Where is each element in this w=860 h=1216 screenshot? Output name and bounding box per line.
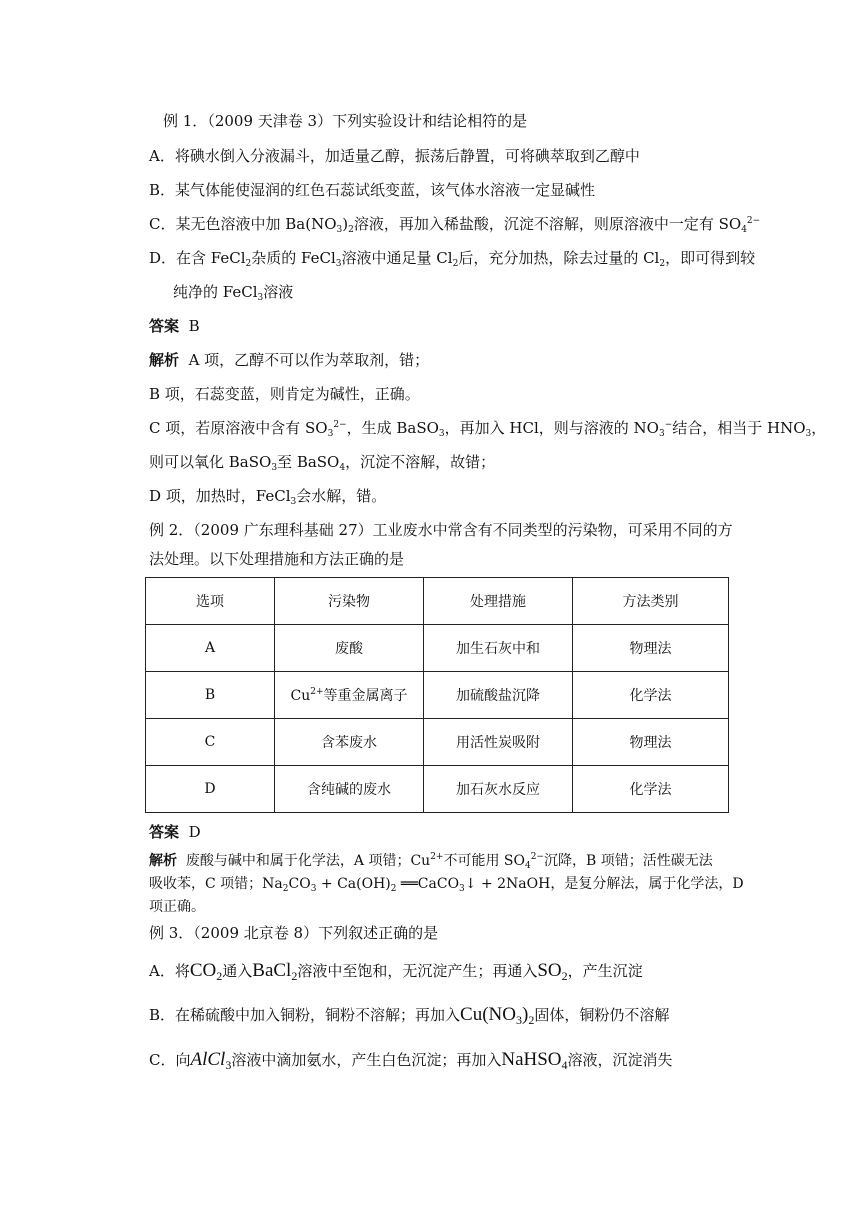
table-cell: 物理法: [573, 719, 729, 766]
table-cell: 含苯废水: [275, 719, 424, 766]
table-cell: C: [146, 719, 275, 766]
table-cell: 物理法: [573, 625, 729, 672]
table-row: [146, 672, 729, 719]
example1-analysis-c2: 则可以氧化 BaSO$_3$至 BaSO$_4$，沉淀不溶解，故错；: [149, 453, 496, 473]
table-cell: 加石灰水反应: [424, 766, 573, 813]
example1-analysis-c1: C 项，若原溶液中含有 $SO_3^{2-}$，生成 BaSO$_3$，再加入 HCl，则与溶液的 $NO_3^-$结合，相当于 $HNO_3$，: [149, 419, 827, 439]
example2-question-line1: 例 2．（2009 广东理科基础 27）工业废水中常含有不同类型的污染物，可采用不同的方: [149, 521, 733, 539]
table-cell: 含纯碱的废水: [275, 766, 424, 813]
example1-analysis-a: 解析 A 项，乙醇不可以作为萃取剂，错；: [149, 351, 430, 369]
table-header-cell: 方法类别: [573, 578, 729, 625]
table-cell: 化学法: [573, 766, 729, 813]
answer-value: D: [188, 823, 201, 841]
example3-option-a: A．将$CO_2$通入BaCl$_2$溶液中至饱和，无沉淀产生；再通入$SO_2$，产生沉淀: [149, 960, 643, 983]
example2-answer: [149, 822, 201, 842]
table-row: [146, 625, 729, 672]
example1-source: （2009 天津卷 3）下列实验设计和结论相符的是: [207, 112, 528, 130]
example1-option-b: B．某气体能使湿润的红色石蕊试纸变蓝，该气体水溶液一定显碱性: [149, 181, 596, 199]
table-row: [146, 766, 729, 813]
example1-analysis-d: D 项，加热时，FeCl$_3$会水解，错。: [149, 487, 387, 507]
example1-option-c: C．某无色溶液中加 $Ba(NO_3)_2$溶液，再加入稀盐酸，沉淀不溶解，则原溶液中一定有 $SO_4^{2-}$: [149, 215, 761, 235]
example3-option-c: C．向AlCl$_3$溶液中滴加氨水，产生白色沉淀；再加入NaHSO$_4$溶液，沉淀消失: [149, 1049, 673, 1072]
example3-option-b: B．在稀硫酸中加入铜粉，铜粉不溶解；再加入$Cu(NO_3)_2$固体，铜粉仍不溶解: [149, 1004, 670, 1027]
table-cell: 化学法: [573, 672, 729, 719]
table-header-row: [146, 578, 729, 625]
table-cell: 加硫酸盐沉降: [424, 672, 573, 719]
table-header-cell: 污染物: [275, 578, 424, 625]
analysis-label: 解析: [149, 853, 177, 869]
example2-analysis-line3: 项正确。: [149, 899, 205, 915]
answer-label: 答案: [149, 823, 180, 841]
example1-option-d-cont: 纯净的 FeCl$_3$溶液: [173, 283, 294, 303]
table-header-cell: 选项: [146, 578, 275, 625]
example2-analysis-line2: 吸收苯，C 项错；$Na_2CO_3 + Ca(OH)_2$ ══CaCO$_3$↓ + 2NaOH，是复分解法，属于化学法，D: [149, 876, 744, 894]
table-cell: B: [146, 672, 275, 719]
example1-analysis-b: B 项，石蕊变蓝，则肯定为碱性，正确。: [149, 385, 420, 403]
analysis-label: 解析: [149, 351, 180, 369]
answer-value: B: [188, 317, 200, 335]
table-cell: A: [146, 625, 275, 672]
table-cell: $Cu^{2+}$等重金属离子: [275, 672, 424, 719]
example1-question: [163, 111, 527, 131]
example3-question: 例 3．（2009 北京卷 8）下列叙述正确的是: [149, 924, 439, 942]
example1-option-d: D．在含 FeCl$_2$杂质的 FeCl$_3$溶液中通足量 $Cl_2$后，充分加热，除去过量的 $Cl_2$，即可得到较: [149, 249, 756, 269]
example2-table: [145, 577, 729, 813]
table-row: [146, 719, 729, 766]
example1-option-a: A．将碘水倒入分液漏斗，加适量乙醇，振荡后静置，可将碘萃取到乙醇中: [149, 147, 640, 165]
table-cell: 用活性炭吸附: [424, 719, 573, 766]
table-header-cell: 处理措施: [424, 578, 573, 625]
example1-prefix: 例 1．: [163, 112, 208, 130]
example1-answer: [149, 316, 200, 336]
example2-analysis-line1: 解析 废酸与碱中和属于化学法，A 项错；$Cu^{2+}$不可能用 $SO_4^{2-}$沉降，B 项错；活性碳无法: [149, 852, 713, 871]
answer-label: 答案: [149, 317, 180, 335]
table-cell: 加生石灰中和: [424, 625, 573, 672]
table-cell: D: [146, 766, 275, 813]
table-cell: 废酸: [275, 625, 424, 672]
example2-question-line2: 法处理。以下处理措施和方法正确的是: [149, 550, 405, 568]
